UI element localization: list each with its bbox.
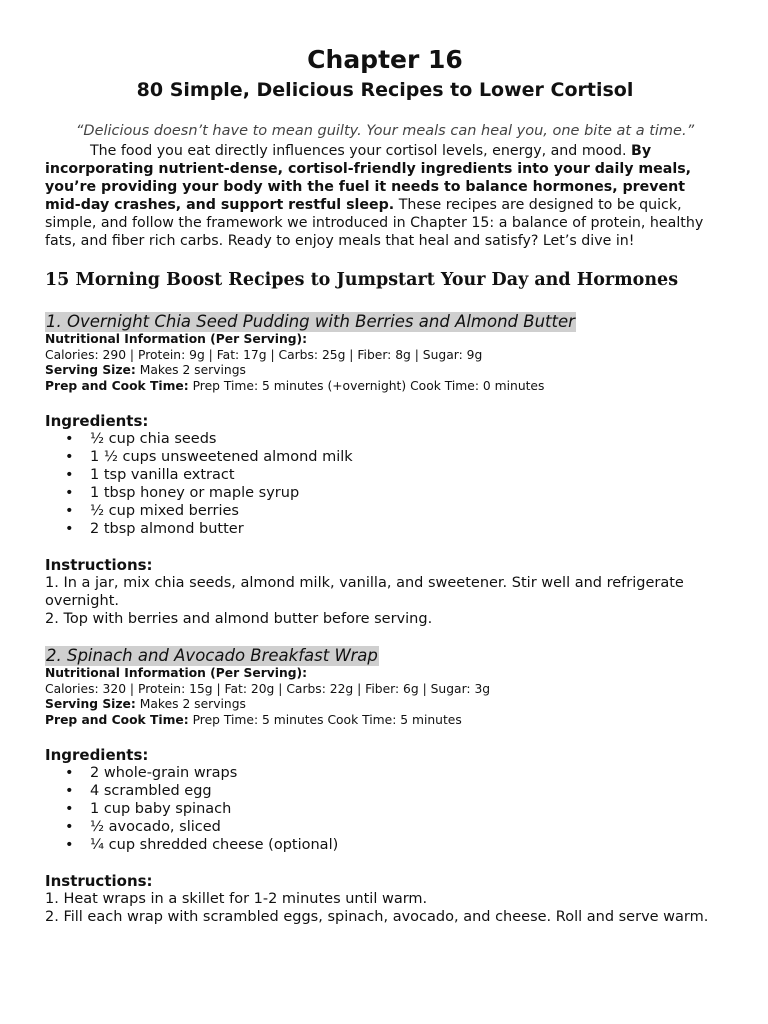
- nutrition-heading: Nutritional Information (Per Serving):: [45, 666, 308, 680]
- list-item: • 2 tbsp almond butter: [45, 520, 725, 538]
- instruction-step: 1. Heat wraps in a skillet for 1-2 minutes until warm.: [45, 891, 428, 907]
- instructions-list: [45, 890, 725, 926]
- list-item: • ½ avocado, sliced: [45, 818, 725, 836]
- recipe-title: 2. Spinach and Avocado Breakfast Wrap: [46, 646, 378, 665]
- nutrition-values: Calories: 290 | Protein: 9g | Fat: 17g | Carbs: 25g | Fiber: 8g | Sugar: 9g: [45, 347, 483, 362]
- section-title: 15 Morning Boost Recipes to Jumpstart Your Day and Hormones: [45, 270, 679, 290]
- intro-text-2: These recipes are designed to be quick, simple, and follow the framework we introduced in Chapter 15: a balance of protein, healthy fats, and fiber rich carbs. Ready to enjoy meals that heal and satisfy? Let’s dive in!: [45, 197, 704, 249]
- list-item: • 1 tbsp honey or maple syrup: [45, 484, 725, 502]
- recipe-title: 1. Overnight Chia Seed Pudding with Berries and Almond Butter: [46, 312, 575, 331]
- list-item: • 1 tsp vanilla extract: [45, 466, 725, 484]
- intro-text-1: The food you eat directly influences your cortisol levels, energy, and mood.: [90, 143, 632, 159]
- nutrition-heading: Nutritional Information (Per Serving):: [45, 332, 308, 346]
- instruction-step: 1. In a jar, mix chia seeds, almond milk, vanilla, and sweetener. Stir well and refrigerate overnight.: [45, 575, 684, 609]
- ingredients-list: [45, 764, 725, 854]
- instructions-heading: Instructions:: [45, 872, 153, 890]
- instruction-step: 2. Fill each wrap with scrambled eggs, spinach, avocado, and cheese. Roll and serve warm.: [45, 909, 709, 925]
- nutrition-values: Calories: 320 | Protein: 15g | Fat: 20g | Carbs: 22g | Fiber: 6g | Sugar: 3g: [45, 681, 491, 696]
- chapter-title: Chapter 16: [307, 45, 463, 74]
- list-item: • ½ cup mixed berries: [45, 502, 725, 520]
- prep-cook-time: Prep and Cook Time: Prep Time: 5 minutes Cook Time: 5 minutes: [45, 712, 462, 727]
- recipe-2: [45, 646, 725, 926]
- prep-cook-time: Prep and Cook Time: Prep Time: 5 minutes (+overnight) Cook Time: 0 minutes: [45, 378, 545, 393]
- list-item: • 1 cup baby spinach: [45, 800, 725, 818]
- chapter-quote: “Delicious doesn’t have to mean guilty. Your meals can heal you, one bite at a time.”: [75, 123, 695, 139]
- list-item: • 2 whole-grain wraps: [45, 764, 725, 782]
- ingredients-heading: Ingredients:: [45, 412, 149, 430]
- ingredients-list: [45, 430, 725, 538]
- list-item: • ½ cup chia seeds: [45, 430, 725, 448]
- instructions-heading: Instructions:: [45, 556, 153, 574]
- instructions-list: [45, 574, 725, 628]
- instruction-step: 2. Top with berries and almond butter before serving.: [45, 611, 433, 627]
- intro-bold-text: By incorporating nutrient-dense, cortisol-friendly ingredients into your daily meals, you’re providing your body with the fuel it needs to balance hormones, prevent mid-day crashes, and support restful sleep.: [45, 143, 692, 213]
- serving-size: Serving Size: Makes 2 servings: [45, 363, 246, 377]
- list-item: • 4 scrambled egg: [45, 782, 725, 800]
- serving-size: Serving Size: Makes 2 servings: [45, 697, 246, 711]
- list-item: • ¼ cup shredded cheese (optional): [45, 836, 725, 854]
- recipe-1: [45, 312, 725, 628]
- intro-paragraph: [45, 142, 725, 250]
- list-item: • 1 ½ cups unsweetened almond milk: [45, 448, 725, 466]
- ingredients-heading: Ingredients:: [45, 746, 149, 764]
- chapter-subtitle: 80 Simple, Delicious Recipes to Lower Cortisol: [136, 79, 634, 101]
